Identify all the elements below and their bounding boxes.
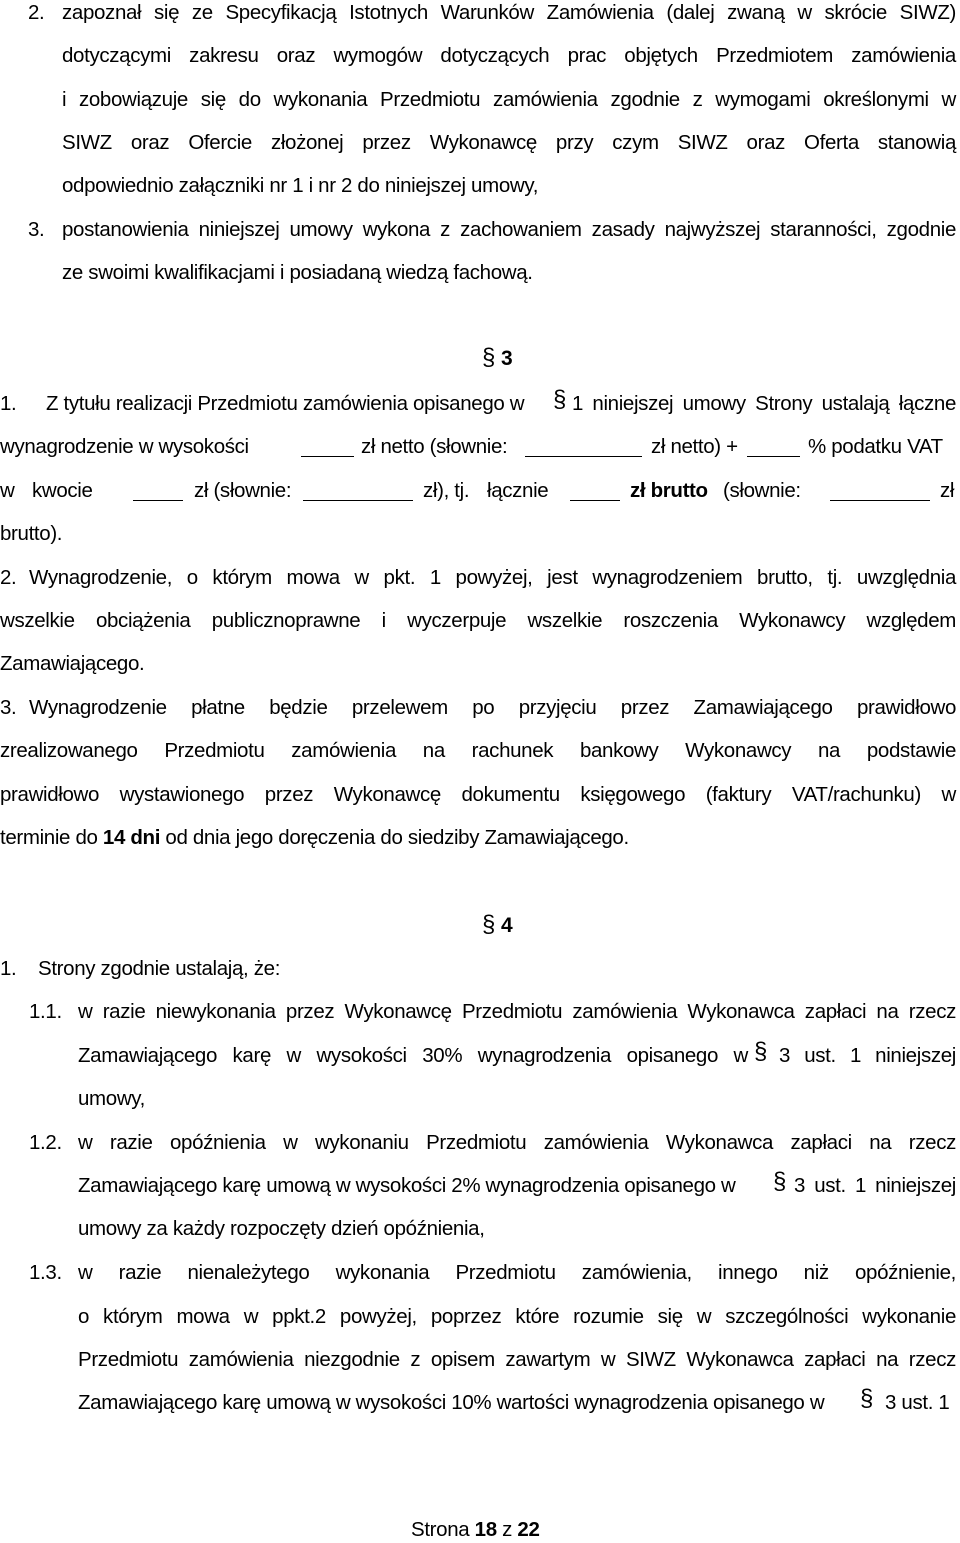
item-3-line-2: ze swoimi kwalifikacjami i posiadaną wiedzą fachową. <box>62 261 533 284</box>
sec4-s13-line-2: o którym mowa w ppkt.2 powyżej, poprzez które rozumie się w szczególności wykonanie <box>78 1305 956 1328</box>
sec3-p1-line-3d: zł), tj. <box>423 479 470 502</box>
sec3-p3-line-4 <box>0 825 629 851</box>
paragraph-symbol: § <box>773 1168 786 1195</box>
sec4-s11-line-3: umowy, <box>78 1087 146 1110</box>
sec3-p1-line-3f: zł brutto <box>630 479 708 502</box>
sec3-p1-line-2b: zł netto (słownie: <box>361 435 508 458</box>
sec3-p2-line-1: Wynagrodzenie, o którym mowa w pkt. 1 powyżej, jest wynagrodzeniem brutto, tj. uwzględnia <box>29 566 956 589</box>
sec3-p3-deadline: 14 dni <box>102 826 161 849</box>
sec3-p3-line-2: zrealizowanego Przedmiotu zamówienia na rachunek bankowy Wykonawcy na podstawie <box>0 739 956 762</box>
sec3-p3-line-4a: terminie do <box>0 826 98 849</box>
blank-amount-netto <box>301 456 354 457</box>
sec3-p1-line-4: brutto). <box>0 522 63 545</box>
paragraph-symbol: § <box>553 386 566 413</box>
sec4-p1-number: 1. <box>0 957 17 980</box>
section-number: 3 <box>501 347 513 370</box>
sec4-s12-line-3: umowy za każdy rozpoczęty dzień opóźnienia, <box>78 1217 485 1240</box>
sec3-p3-line-3: prawidłowo wystawionego przez Wykonawcę dokumentu księgowego (faktury VAT/rachunku) w <box>0 783 956 806</box>
sec4-s12-line-1: w razie opóźnienia w wykonaniu Przedmiotu zamówienia Wykonawca zapłaci na rzecz <box>78 1131 956 1154</box>
sec4-s11-line-2: Zamawiającego karę w wysokości 30% wynagrodzenia opisanego w <box>78 1044 748 1067</box>
sec3-p1-line-3h: zł <box>940 479 955 502</box>
footer-total-pages: 22 <box>517 1518 540 1541</box>
sec4-s13-line-4b: 3 ust. 1 <box>885 1391 950 1414</box>
sec3-p3-line-4c: od dnia jego doręczenia do siedziby Zamawiającego. <box>165 826 629 849</box>
sec3-p2-line-2: wszelkie obciążenia publicznoprawne i wyczerpuje wszelkie roszczenia Wykonawcy względem <box>0 609 956 632</box>
sec4-s12-line-2b: 3 ust. 1 niniejszej <box>794 1174 956 1197</box>
sec4-p1-text: Strony zgodnie ustalają, że: <box>38 957 281 980</box>
footer-current-page: 18 <box>474 1518 497 1541</box>
sec3-p1-line-2c: zł netto) + <box>651 435 738 458</box>
sec3-p2-number: 2. <box>0 566 17 589</box>
sec3-p3-number: 3. <box>0 696 17 719</box>
footer-prefix: Strona <box>411 1518 470 1541</box>
sec3-p1-line-2d: % podatku VAT <box>808 435 943 458</box>
paragraph-symbol: § <box>860 1385 873 1412</box>
section-4-heading <box>482 912 512 939</box>
sec4-s11-line-1: w razie niewykonania przez Wykonawcę Przedmiotu zamówienia Wykonawca zapłaci na rzecz <box>78 1000 956 1023</box>
item-2-number: 2. <box>28 1 45 24</box>
item-2-line-2: dotyczącymi zakresu oraz wymogów dotyczących prac objętych Przedmiotem zamówienia <box>62 44 956 67</box>
page-footer <box>411 1517 540 1543</box>
item-3-line-1: postanowienia niniejszej umowy wykona z zachowaniem zasady najwyższej staranności, zgodnie <box>62 218 956 241</box>
sec4-s13-line-3: Przedmiotu zamówienia niezgodnie z opisem zawartym w SIWZ Wykonawca zapłaci na rzecz <box>78 1348 956 1371</box>
blank-vat-amount <box>133 500 183 501</box>
sec4-s13-line-1: w razie nienależytego wykonania Przedmiotu zamówienia, innego niż opóźnienie, <box>78 1261 956 1284</box>
blank-netto-words <box>525 456 642 457</box>
sec4-s13-number: 1.3. <box>29 1261 62 1284</box>
sec4-s12-number: 1.2. <box>29 1131 62 1154</box>
sec3-p1-line-3e: łącznie <box>487 479 549 502</box>
sec3-p1-line-3a: w <box>0 479 15 502</box>
blank-gross-words <box>830 500 930 501</box>
sec4-s11-number: 1.1. <box>29 1000 62 1023</box>
paragraph-symbol: § <box>482 911 495 938</box>
item-2-line-1: zapoznał się ze Specyfikacją Istotnych Warunków Zamówienia (dalej zwaną w skrócie SIWZ) <box>62 1 956 24</box>
blank-vat-words <box>303 500 413 501</box>
sec4-s12-line-2: Zamawiającego karę umową w wysokości 2% wynagrodzenia opisanego w <box>78 1174 736 1197</box>
blank-vat-percent <box>747 456 800 457</box>
item-3-number: 3. <box>28 218 45 241</box>
section-number: 4 <box>501 914 513 937</box>
paragraph-symbol: § <box>754 1038 767 1065</box>
sec3-p2-line-3: Zamawiającego. <box>0 652 145 675</box>
sec3-p1-line-1b: 1 niniejszej umowy Strony ustalają łączne <box>572 392 956 415</box>
sec3-p1-line-3b: kwocie <box>32 479 93 502</box>
sec3-p1-line-1a: Z tytułu realizacji Przedmiotu zamówienia opisanego w <box>46 392 525 415</box>
sec3-p1-line-3c: zł (słownie: <box>194 479 292 502</box>
sec4-s13-line-4: Zamawiającego karę umową w wysokości 10% wartości wynagrodzenia opisanego w <box>78 1391 825 1414</box>
item-2-line-4: SIWZ oraz Ofercie złożonej przez Wykonawcę przy czym SIWZ oraz Oferta stanowią <box>62 131 956 154</box>
sec3-p1-line-2a: wynagrodzenie w wysokości <box>0 435 249 458</box>
sec3-p1-number: 1. <box>0 392 17 415</box>
sec3-p3-line-1: Wynagrodzenie płatne będzie przelewem po przyjęciu przez Zamawiającego prawidłowo <box>29 696 956 719</box>
item-2-line-3: i zobowiązuje się do wykonania Przedmiotu zamówienia zgodnie z wymogami określonymi w <box>62 88 956 111</box>
blank-gross-amount <box>570 500 620 501</box>
footer-separator: z <box>502 1518 513 1541</box>
item-2-line-5: odpowiednio załączniki nr 1 i nr 2 do niniejszej umowy, <box>62 174 539 197</box>
sec3-p1-line-3g: (słownie: <box>723 479 801 502</box>
paragraph-symbol: § <box>482 344 495 371</box>
section-3-heading <box>482 345 512 372</box>
sec4-s11-line-2b: 3 ust. 1 niniejszej <box>779 1044 956 1067</box>
